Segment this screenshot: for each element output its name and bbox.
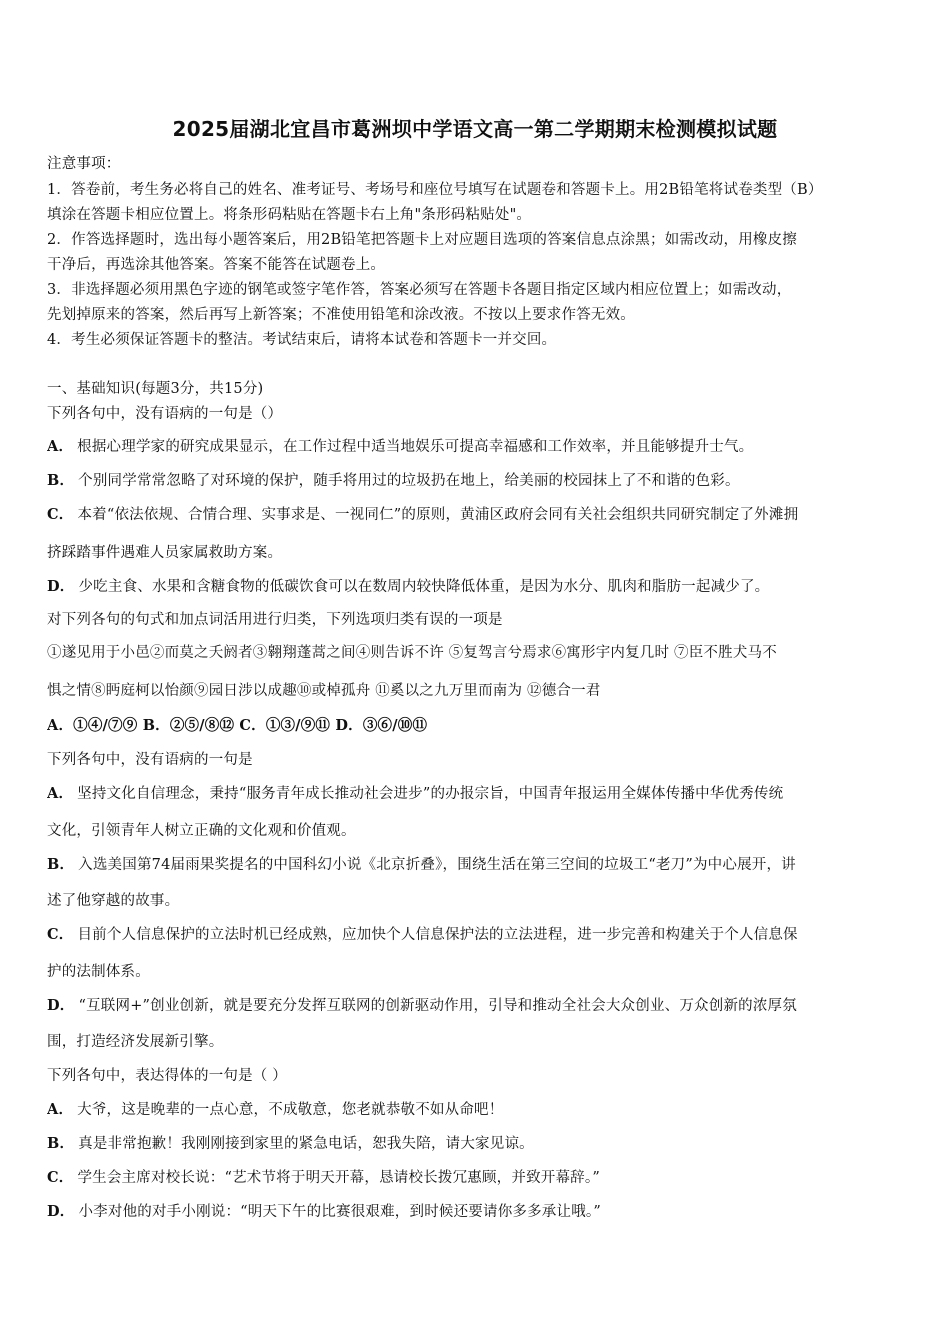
option-continuation: 护的法制体系。 [47,964,150,980]
answer-option-d [47,994,909,1015]
option-continuation: 文化，引领青年人树立正确的文化观和价值观。 [47,823,356,839]
option-text: 真是非常抱歉！我刚刚接到家里的紧急电话，恕我失陪，请大家见谅。 [78,1136,534,1152]
option-label: C． [47,1169,74,1186]
option-label: D． [47,997,75,1014]
question-stem: 下列各句中，没有语病的一句是（） [47,406,283,422]
option-text: “互联网+”创业创新，就是要充分发挥互联网的创新驱动作用，引导和推动全社会大众创业、万众创新的浓厚氛 [78,998,797,1014]
answer-option-a [47,435,909,456]
notice-line: 4．考生必须保证答题卡的整洁。考试结束后，请将本试卷和答题卡一并交回。 [47,332,557,348]
notice-line: 先划掉原来的答案，然后再写上新答案；不准使用铅笔和涂改液。不按以上要求作答无效。 [47,307,635,323]
question-items: ①遂见用于小邑②而莫之夭阏者③翱翔蓬蒿之间④则告诉不许 ⑤复驾言兮焉求⑥寓形宇内复几时 ⑦臣不胜犬马不 [47,645,777,661]
option-label: D． [47,578,75,595]
answer-option-a [47,782,909,803]
option-label: B． [47,856,75,873]
section-heading: 一、基础知识(每题3分，共15分) [47,381,264,397]
question-items: 惧之情⑧眄庭柯以怡颜⑨园日涉以成趣⑩或棹孤舟 ⑪奚以之九万里而南为 ⑫德合一君 [47,683,601,699]
notice-line: 干净后，再选涂其他答案。答案不能答在试题卷上。 [47,257,386,273]
option-text: 根据心理学家的研究成果显示，在工作过程中适当地娱乐可提高幸福感和工作效率，并且能够提升士气。 [77,439,754,455]
answer-option-c [47,1166,909,1187]
option-label: C． [47,926,74,943]
option-text: 少吃主食、水果和含糖食物的低碳饮食可以在数周内较快降低体重，是因为水分、肌肉和脂肪一起减少了。 [78,579,770,595]
option-continuation: 述了他穿越的故事。 [47,893,180,909]
answer-option-b [47,469,909,490]
answer-option-c [47,923,909,944]
question-stem: 下列各句中，没有语病的一句是 [47,752,253,768]
option-continuation: 挤踩踏事件遇难人员家属救助方案。 [47,545,283,561]
question-stem: 对下列各句的句式和加点词活用进行归类，下列选项归类有误的一项是 [47,612,503,628]
option-label: C． [47,506,74,523]
answer-option-c [47,503,909,524]
option-label: B． [47,1135,75,1152]
answer-option-b [47,1132,909,1153]
notice-heading: 注意事项： [47,156,121,172]
option-label: D． [47,1203,75,1220]
option-text: 小李对他的对手小刚说：“明天下午的比赛很艰难，到时候还要请你多多承让哦。” [78,1204,601,1220]
option-label: A． [47,785,74,802]
page-title: 2025届湖北宜昌市葛洲坝中学语文高一第二学期期末检测模拟试题 [172,117,778,141]
option-label: B． [47,472,75,489]
option-text: 大爷，这是晚辈的一点心意，不成敬意，您老就恭敬不如从命吧！ [77,1102,504,1118]
notice-line: 2．作答选择题时，选出每小题答案后，用2B铅笔把答题卡上对应题目选项的答案信息点涂黑；如需改动，用橡皮擦 [47,232,798,248]
answer-option-a [47,1098,909,1119]
notice-line: 3．非选择题必须用黑色字迹的钢笔或签字笔作答，答案必须写在答题卡各题目指定区域内相应位置上；如需改动， [47,282,792,298]
notice-line: 填涂在答题卡相应位置上。将条形码粘贴在答题卡右上角"条形码粘贴处"。 [47,207,532,223]
option-text: 学生会主席对校长说：“艺术节将于明天开幕，恳请校长拨冗惠顾，并致开幕辞。” [77,1170,600,1186]
answer-option-d [47,575,909,596]
option-label: A． [47,438,74,455]
answer-option-b [47,853,909,874]
option-label: A． [47,1101,74,1118]
option-text: 坚持文化自信理念，秉持“服务青年成长推动社会进步”的办报宗旨，中国青年报运用全媒体传播中华优秀传统 [77,786,784,802]
option-text: 个别同学常常忽略了对环境的保护，随手将用过的垃圾扔在地上，给美丽的校园抹上了不和谐的色彩。 [78,473,740,489]
option-text: 入选美国第74届雨果奖提名的中国科幻小说《北京折叠》，围绕生活在第三空间的垃圾工“老刀”为中心展开，讲 [78,857,796,873]
option-continuation: 围，打造经济发展新引擎。 [47,1034,224,1050]
option-text: 本着“依法依规、合情合理、实事求是、一视同仁”的原则，黄浦区政府会同有关社会组织共同研究制定了外滩拥 [77,507,799,523]
question-stem: 下列各句中，表达得体的一句是（ ） [47,1068,288,1084]
answer-option-d [47,1200,909,1221]
option-text: 目前个人信息保护的立法时机已经成熟，应加快个人信息保护法的立法进程，进一步完善和构建关于个人信息保 [77,927,798,943]
notice-line: 1．答卷前，考生务必将自己的姓名、准考证号、考场号和座位号填写在试题卷和答题卡上。用2B铅笔将试卷类型（B） [47,182,823,198]
answer-options: A．①④/⑦⑨ B．②⑤/⑧⑫ C．①③/⑨⑪ D．③⑥/⑩⑪ [47,717,428,734]
